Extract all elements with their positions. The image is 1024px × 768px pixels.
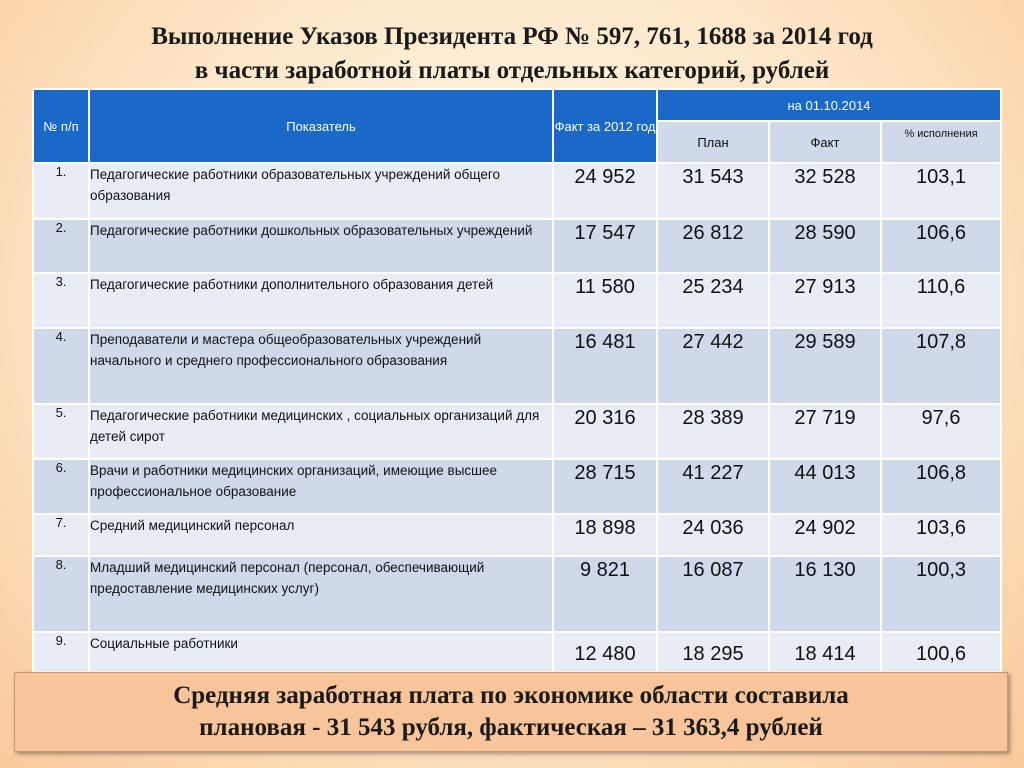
row-percent: 103,6 [881, 514, 1001, 556]
table-row [33, 632, 1001, 672]
header-fact: Факт [769, 121, 881, 163]
table-row [33, 459, 1001, 514]
row-num: 8. [33, 556, 89, 632]
row-plan: 28 389 [657, 404, 769, 459]
row-percent: 100,6 [881, 632, 1001, 672]
row-num: 1. [33, 163, 89, 219]
row-plan: 18 295 [657, 632, 769, 672]
row-fact-2012: 11 580 [553, 273, 657, 328]
table-row [33, 328, 1001, 404]
row-fact-2012: 28 715 [553, 459, 657, 514]
header-indicator: Показатель [89, 89, 553, 163]
row-fact: 29 589 [769, 328, 881, 404]
row-indicator: Педагогические работники дошкольных образовательных учреждений [89, 219, 553, 273]
row-indicator: Педагогические работники образовательных учреждений общего образования [89, 163, 553, 219]
header-percent: % исполнения [881, 121, 1001, 163]
row-fact: 27 719 [769, 404, 881, 459]
row-fact: 28 590 [769, 219, 881, 273]
row-indicator: Врачи и работники медицинских организаций, имеющие высшее профессиональное образование [89, 459, 553, 514]
row-num: 9. [33, 632, 89, 672]
row-plan: 24 036 [657, 514, 769, 556]
row-indicator: Младший медицинский персонал (персонал, обеспечивающий предоставление медицинских услуг) [89, 556, 553, 632]
row-percent: 107,8 [881, 328, 1001, 404]
table-row [33, 556, 1001, 632]
row-fact-2012: 9 821 [553, 556, 657, 632]
row-fact-2012: 17 547 [553, 219, 657, 273]
row-fact: 16 130 [769, 556, 881, 632]
row-fact-2012: 18 898 [553, 514, 657, 556]
row-percent: 100,3 [881, 556, 1001, 632]
row-indicator: Педагогические работники медицинских , социальных организаций для детей сирот [89, 404, 553, 459]
row-fact: 44 013 [769, 459, 881, 514]
table-row [33, 404, 1001, 459]
header-period: на 01.10.2014 [657, 89, 1001, 121]
row-num: 7. [33, 514, 89, 556]
summary-line-1: Средняя заработная плата по экономике области составила [173, 682, 849, 709]
row-indicator: Преподаватели и мастера общеобразовательных учреждений начального и среднего профессионального образования [89, 328, 553, 404]
row-fact: 24 902 [769, 514, 881, 556]
row-indicator: Социальные работники [89, 632, 553, 672]
header-num: № п/п [33, 89, 89, 163]
row-num: 2. [33, 219, 89, 273]
salary-table [32, 88, 1002, 673]
row-percent: 110,6 [881, 273, 1001, 328]
header-fact-2012: Факт за 2012 год [553, 89, 657, 163]
row-plan: 25 234 [657, 273, 769, 328]
page-title [0, 20, 1024, 88]
title-line-2: в части заработной платы отдельных категорий, рублей [194, 57, 830, 84]
header-plan: План [657, 121, 769, 163]
row-indicator: Средний медицинский персонал [89, 514, 553, 556]
row-plan: 41 227 [657, 459, 769, 514]
row-percent: 106,8 [881, 459, 1001, 514]
table-row [33, 163, 1001, 219]
row-fact-2012: 16 481 [553, 328, 657, 404]
row-fact-2012: 24 952 [553, 163, 657, 219]
row-num: 3. [33, 273, 89, 328]
row-fact: 27 913 [769, 273, 881, 328]
row-percent: 97,6 [881, 404, 1001, 459]
table-row [33, 514, 1001, 556]
row-num: 6. [33, 459, 89, 514]
row-fact-2012: 12 480 [553, 632, 657, 672]
row-percent: 103,1 [881, 163, 1001, 219]
summary-banner [14, 672, 1008, 752]
row-plan: 26 812 [657, 219, 769, 273]
table-row [33, 273, 1001, 328]
row-num: 4. [33, 328, 89, 404]
row-fact: 18 414 [769, 632, 881, 672]
row-fact: 32 528 [769, 163, 881, 219]
table-row [33, 219, 1001, 273]
title-line-1: Выполнение Указов Президента РФ № 597, 761, 1688 за 2014 год [151, 23, 873, 50]
row-plan: 16 087 [657, 556, 769, 632]
row-percent: 106,6 [881, 219, 1001, 273]
row-plan: 27 442 [657, 328, 769, 404]
row-indicator: Педагогические работники дополнительного образования детей [89, 273, 553, 328]
row-plan: 31 543 [657, 163, 769, 219]
row-fact-2012: 20 316 [553, 404, 657, 459]
row-num: 5. [33, 404, 89, 459]
summary-line-2: плановая - 31 543 рубля, фактическая – 31 363,4 рублей [199, 714, 823, 741]
